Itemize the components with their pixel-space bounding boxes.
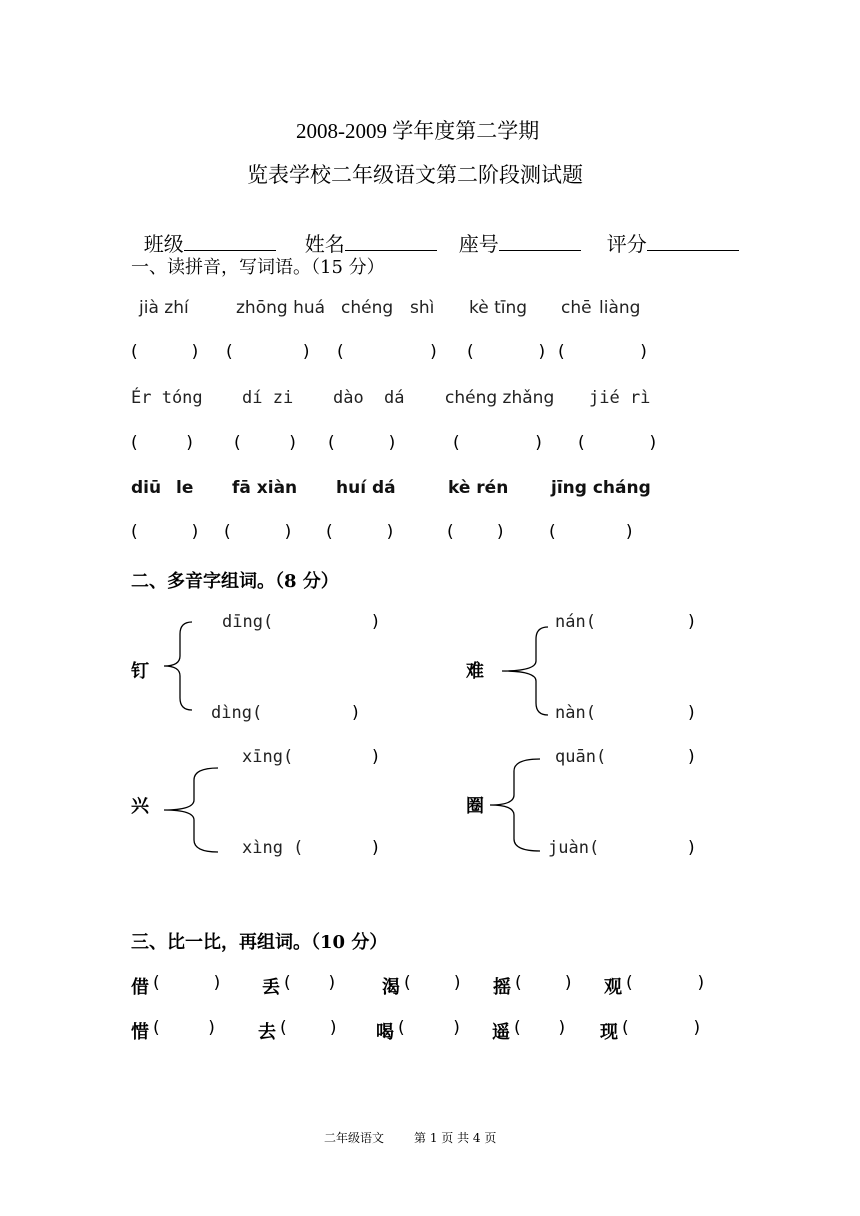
score-blank[interactable] <box>647 232 739 251</box>
compare-char: 去 <box>258 1022 276 1043</box>
answer-paren[interactable]: ( ) <box>467 342 546 362</box>
answer-paren[interactable]: ( ) <box>558 342 647 362</box>
polyphone-char: 兴 <box>131 796 149 817</box>
brace-icon <box>488 757 544 853</box>
answer-paren[interactable]: ( ) <box>514 1018 566 1038</box>
polyphone-bottom: xìng ( <box>242 838 304 858</box>
pinyin: jià zhí <box>139 298 189 318</box>
compare-char: 惜 <box>131 1022 149 1043</box>
answer-paren[interactable]: ( ) <box>453 433 542 453</box>
answer-paren[interactable]: ( ) <box>337 342 437 362</box>
class-label: 班级 <box>143 232 184 256</box>
polyphone-bottom: juàn( <box>548 838 600 858</box>
answer-paren[interactable]: ( ) <box>622 1018 701 1038</box>
answer-paren[interactable]: ) <box>372 747 379 767</box>
brace-icon <box>160 620 200 712</box>
answer-paren[interactable]: ) <box>352 703 359 723</box>
answer-paren[interactable]: ( ) <box>131 433 193 453</box>
score-field[interactable] <box>594 204 739 257</box>
footer-subject: 二年级语文 <box>324 1131 385 1145</box>
pinyin: huí dá <box>336 478 396 498</box>
answer-paren[interactable]: ) <box>372 838 379 858</box>
brace-icon <box>162 766 222 854</box>
pinyin: chéng <box>341 298 394 318</box>
pinyin: dí zi <box>242 388 294 408</box>
section-3-heading: 三、比一比，再组词。（10 分） <box>131 932 388 953</box>
answer-paren[interactable]: ) <box>688 838 695 858</box>
polyphone-top: xīng( <box>242 747 294 767</box>
answer-paren[interactable]: ( ) <box>153 973 221 993</box>
compare-char: 现 <box>600 1022 618 1043</box>
polyphone-bottom: dìng( <box>211 703 263 723</box>
compare-char: 丢 <box>262 977 280 998</box>
answer-paren[interactable]: ( ) <box>226 342 310 362</box>
answer-paren[interactable]: ( ) <box>328 433 396 453</box>
answer-paren[interactable]: ( ) <box>398 1018 460 1038</box>
answer-paren[interactable]: ( ) <box>284 973 336 993</box>
section-1-heading: 一、读拼音，写词语。（15 分） <box>131 257 385 278</box>
name-label: 姓名 <box>304 232 345 256</box>
pinyin: fā xiàn <box>232 478 298 498</box>
pinyin: chē <box>561 298 592 318</box>
seat-field[interactable] <box>446 204 581 257</box>
class-field[interactable] <box>131 204 276 257</box>
answer-paren[interactable]: ( ) <box>404 973 461 993</box>
brace-icon <box>502 625 552 717</box>
answer-paren[interactable]: ) <box>688 703 695 723</box>
pinyin: jīng cháng <box>551 478 651 498</box>
footer-page: 第 1 页 共 4 页 <box>414 1131 497 1145</box>
answer-paren[interactable]: ( ) <box>131 342 199 362</box>
answer-paren[interactable]: ( ) <box>515 973 572 993</box>
name-blank[interactable] <box>345 232 437 251</box>
pinyin: Ér tóng <box>131 388 203 408</box>
pinyin: kè tīng <box>469 298 528 318</box>
answer-paren[interactable]: ( ) <box>280 1018 337 1038</box>
answer-paren[interactable]: ) <box>688 747 695 767</box>
pinyin: shì <box>410 298 435 318</box>
compare-char: 摇 <box>493 977 511 998</box>
compare-char: 喝 <box>376 1022 394 1043</box>
answer-paren[interactable]: ( ) <box>578 433 657 453</box>
pinyin: jié rì <box>589 388 651 408</box>
answer-paren[interactable]: ) <box>688 612 695 632</box>
answer-paren[interactable]: ( ) <box>447 522 504 542</box>
seat-blank[interactable] <box>499 232 581 251</box>
title-line-2: 览表学校二年级语文第二阶段测试题 <box>247 163 583 187</box>
answer-paren[interactable]: ( ) <box>326 522 394 542</box>
section-2-heading: 二、多音字组词。（8 分） <box>131 571 339 592</box>
answer-paren[interactable]: ( ) <box>626 973 705 993</box>
name-field[interactable] <box>292 204 437 257</box>
pinyin: zhōng huá <box>236 298 326 318</box>
answer-paren[interactable]: ( ) <box>131 522 199 542</box>
pinyin: dá <box>384 388 405 408</box>
pinyin: kè rén <box>448 478 509 498</box>
seat-label: 座号 <box>458 232 499 256</box>
score-label: 评分 <box>606 232 647 256</box>
compare-char: 渴 <box>382 977 400 998</box>
pinyin: diū <box>131 478 162 498</box>
answer-paren[interactable]: ( ) <box>234 433 296 453</box>
answer-paren[interactable]: ( ) <box>224 522 292 542</box>
compare-char: 遥 <box>492 1022 510 1043</box>
polyphone-bottom: nàn( <box>555 703 596 723</box>
title-line-1: 2008-2009 学年度第二学期 <box>296 119 540 143</box>
pinyin: le <box>176 478 194 498</box>
polyphone-char: 圈 <box>466 796 484 817</box>
compare-char: 借 <box>131 977 149 998</box>
pinyin: dào <box>333 388 364 408</box>
polyphone-top: nán( <box>555 612 596 632</box>
pinyin: liàng <box>599 298 641 318</box>
answer-paren[interactable]: ( ) <box>153 1018 215 1038</box>
polyphone-char: 钉 <box>131 661 149 682</box>
class-blank[interactable] <box>184 232 276 251</box>
answer-paren[interactable]: ) <box>372 612 379 632</box>
pinyin: chéng zhǎng <box>445 388 555 408</box>
polyphone-char: 难 <box>466 661 484 682</box>
polyphone-top: quān( <box>555 747 607 767</box>
compare-char: 观 <box>604 977 622 998</box>
answer-paren[interactable]: ( ) <box>549 522 633 542</box>
polyphone-top: dīng( <box>222 612 274 632</box>
